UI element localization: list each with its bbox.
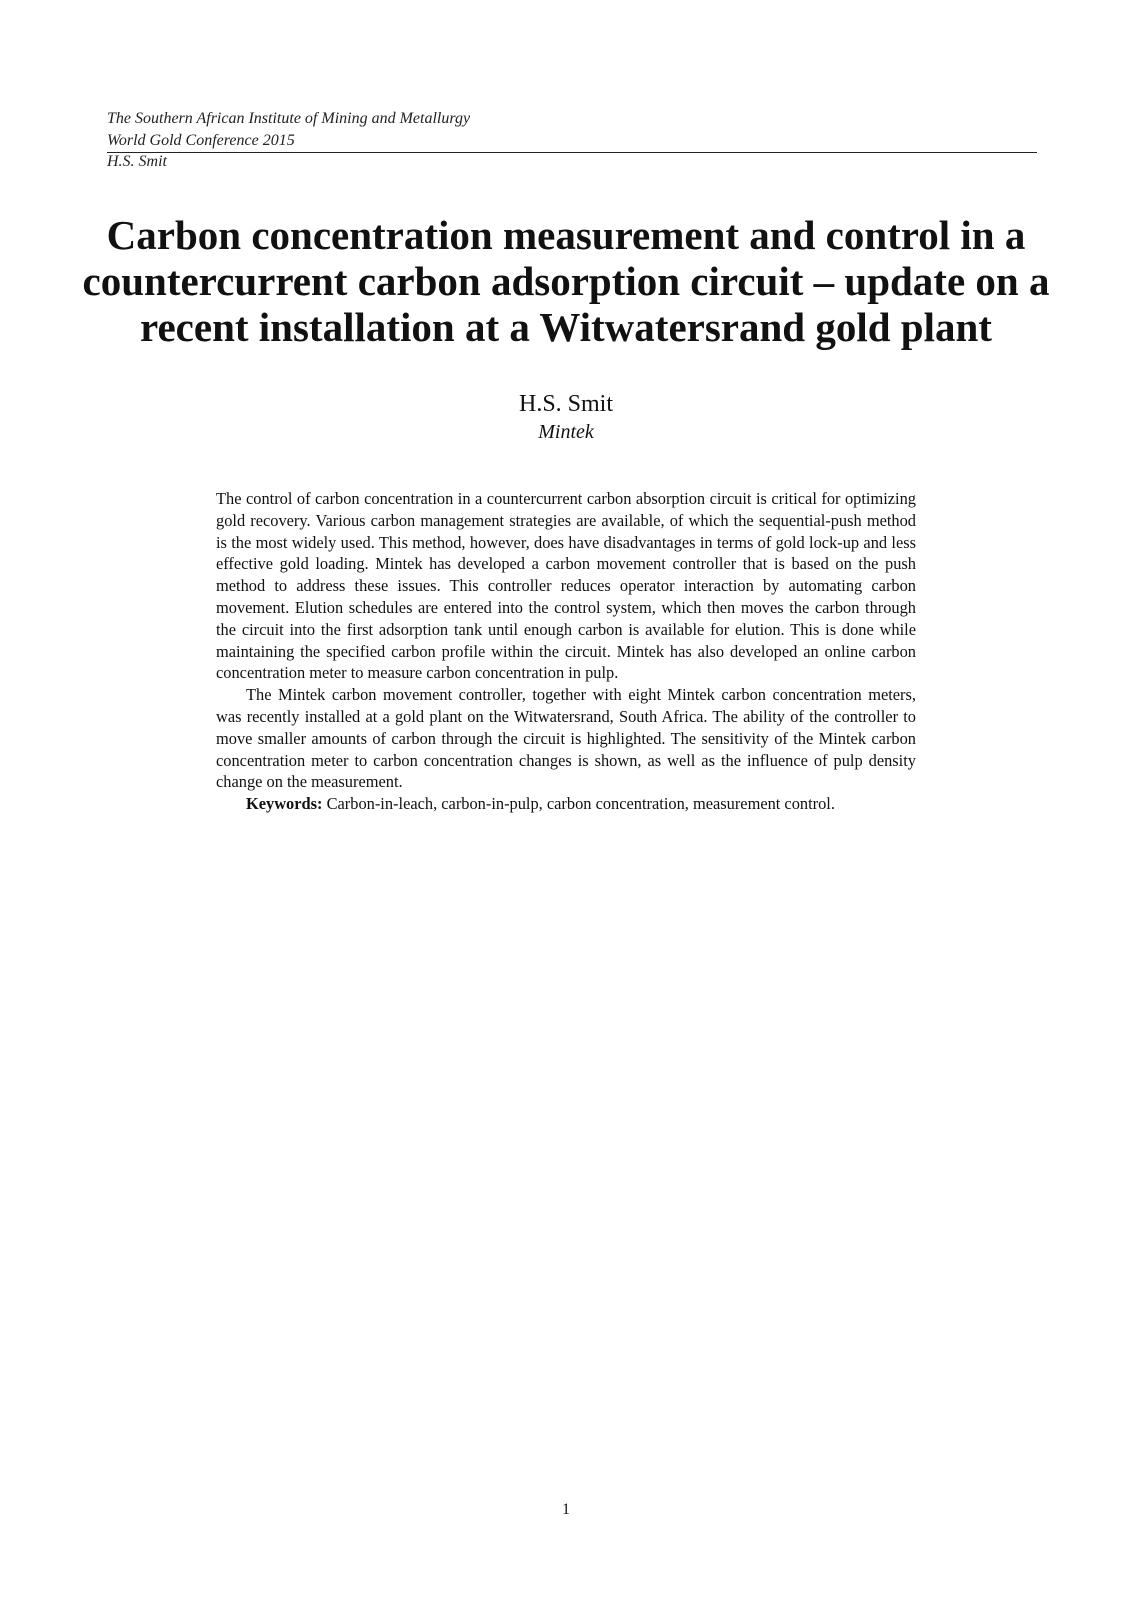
abstract-paragraph-1: The control of carbon concentration in a countercurrent carbon absorption circuit is critical for optimizing gold recovery. Various carbon management strategies are available, of which the sequential-push method is the most widely used. This method, however, does have disadvantages in terms of gold lock-up and less effective gold loading. Mintek has developed a carbon movement controller that is based on the push method to address these issues. This controller reduces operator interaction by automating carbon movement. Elution schedules are entered into the control system, which then moves the carbon through the circuit into the first adsorption tank until enough carbon is available for elution. This is done while maintaining the specified carbon profile within the circuit. Mintek has also developed an online carbon concentration meter to measure carbon concentration in pulp. [216,489,916,683]
author-affiliation: Mintek [538,421,594,443]
keywords-label: Keywords: [246,794,323,814]
keywords-paragraph [216,793,916,815]
page-number: 1 [562,1501,570,1518]
author-name: H.S. Smit [518,391,614,417]
running-head-conference: World Gold Conference 2015 [107,131,295,149]
abstract-paragraph-2: The Mintek carbon movement controller, together with eight Mintek carbon concentration meters, was recently installed at a gold plant on the Witwatersrand, South Africa. The ability of the controller to move smaller amounts of carbon through the circuit is highlighted. The sensitivity of the Mintek carbon concentration meter to carbon concentration changes is shown, as well as the influence of pulp density change on the measurement. [216,685,916,792]
running-head-author: H.S. Smit [107,153,167,170]
running-head [107,108,1037,173]
running-head-institute: The Southern African Institute of Mining and Metallurgy [107,110,471,127]
keywords-text: Carbon-in-leach, carbon-in-pulp, carbon concentration, measurement control. [326,794,835,814]
paper-title: Carbon concentration measurement and control in a countercurrent carbon adsorption circuit – update on a recent installation at a Witwatersrand gold plant [82,212,1050,350]
header-rule-divider [107,152,1037,153]
abstract [216,488,916,815]
